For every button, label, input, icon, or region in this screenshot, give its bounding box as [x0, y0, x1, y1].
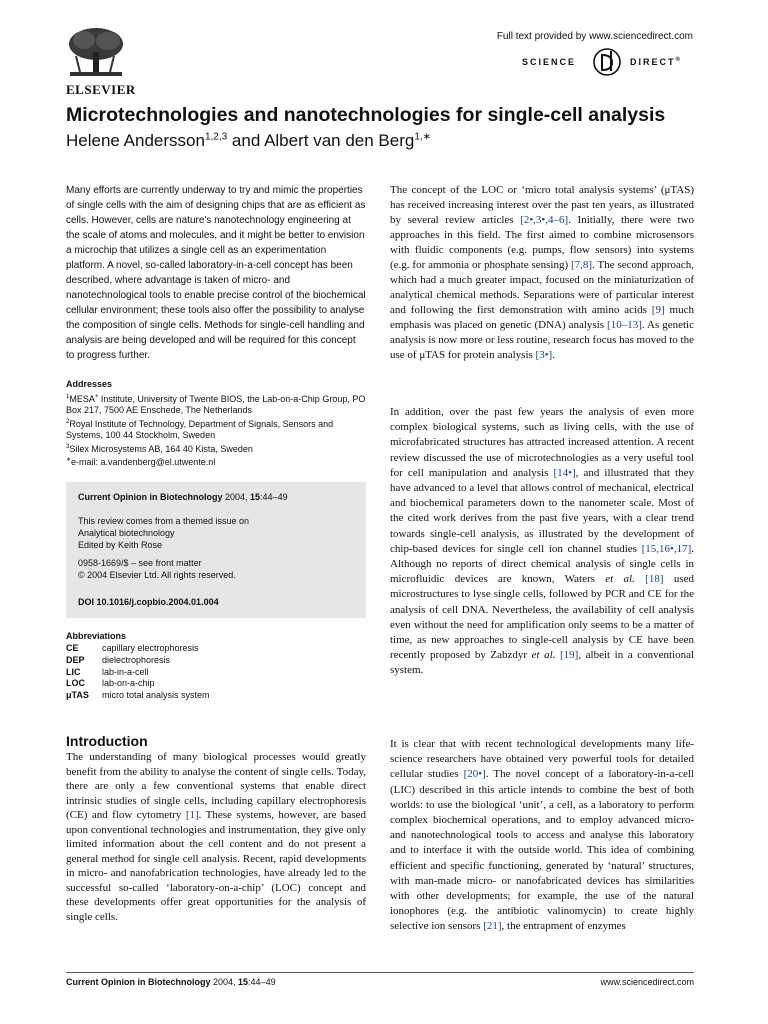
body-text: used microstructures to lyse single cells, followed by PCR and CE for the analysis of cell DNA. Nevertheless, the availability of cell analysis even without the need for amplification only seems to be a matter of time, as new approaches to single-cell analysis by CE have been recently proposed by Zabzdyr [390, 573, 695, 662]
body-text: . [552, 349, 555, 361]
address-marker: 3 [66, 443, 70, 450]
body-text: The understanding of many biological processes would greatly benefit from the ability to analyse the content of single cells. Today, there are only a few conventional systems that enable direct intrinsic studies of single cells, including capillary electrophoresis (CE) and flow cytometry [66, 751, 366, 821]
addresses-heading: Addresses [66, 379, 113, 389]
body-text: . The second approach, which had a much greater impact, focused on the miniaturization of analytical chemical methods. Separations were of particular interest and following the first demonstration with amino acids [390, 259, 694, 316]
journal-year: 2004, [222, 492, 251, 502]
themed-line: Analytical biotechnology [78, 528, 175, 538]
journal-volume: 15 [250, 492, 261, 502]
citation-link[interactable]: [18] [634, 573, 664, 586]
abbreviation-row [66, 667, 366, 679]
publisher-name: ELSEVIER [66, 82, 136, 97]
journal-citation [78, 492, 288, 502]
sciencedirect-logo[interactable] [522, 47, 697, 77]
themed-line: Edited by Keith Rose [78, 540, 163, 550]
footer-url[interactable]: www.sciencedirect.com [600, 977, 694, 987]
article-info-box [66, 482, 366, 618]
footer-journal: Current Opinion in Biotechnology [66, 977, 211, 987]
introduction-heading: Introduction [66, 733, 148, 749]
themed-issue-note [78, 515, 249, 551]
body-text: , albeit in a conventional system. [390, 649, 695, 677]
doi[interactable]: DOI 10.1016/j.copbio.2004.01.004 [78, 597, 219, 607]
abbreviation-value: micro total analysis system [102, 690, 210, 701]
elsevier-tree-logo [66, 26, 126, 78]
sciencedirect-d-icon [590, 47, 624, 77]
footer-pages: :44–49 [248, 977, 276, 987]
author-1-affiliation: 1,2,3 [204, 131, 228, 143]
body-text: . As genetic analysis is now more or less routine, research focus has moved to the use of μTAS for protein analysis [390, 319, 694, 361]
abbreviation-row [66, 643, 366, 655]
et-al: et al. [531, 649, 556, 662]
body-text: much emphasis was placed on genetic (DNA) analysis [390, 304, 694, 331]
citation-link[interactable]: [14•] [553, 466, 576, 479]
issn-line: 0958-1669/$ – see front matter [78, 558, 202, 568]
body-text: , and illustrated that they have advanced to a level that allows control of mechanical, electrical and biochemical parameters down to the nanometer scale. Most of the cited work derives from the past five years, with a clear trend towards single-cell analysis, as illustrated by the development of chip-based devices for single cell ion channel studies [390, 466, 694, 555]
body-text: It is clear that with recent technological developments many life-science researchers have obtained very powerful tools for detailed cellular studies [390, 738, 694, 781]
introduction-paragraph [66, 750, 366, 924]
address-text: Royal Institute of Technology, Department of Signals, Sensors and Systems, 100 44 Stockholm, Sweden [66, 418, 334, 441]
body-text: . The novel concept of a laboratory-in-a-cell (LIC) described in this article intends to combine the best of both worlds: to use the biological ‘unit’, a cell, as a laboratory to perform complex biochemical operations, and to employ advanced micro- and nanotechnological tools to access and analyse this laboratory and to interface it with the outside world. This idea of combining efficient and specific functioning, generated by ‘natural’ structures, with man-made micro- or nanofabricated devices has similarities with other developments; for example, the use of the natural ionophores (e.g. the antibiotic valinomycin) to create highly selective ion sensors [390, 768, 694, 933]
body-text: . Initially, there were two approaches in this field. The first aimed to combine microsensors with fluidic components (e.g. pumps, flow sensors) into systems (e.g. for ammonia or phosphate sensing) [390, 214, 694, 271]
footer-citation [66, 977, 276, 987]
abbreviations-heading: Abbreviations [66, 631, 127, 641]
body-text: The concept of the LOC or ‘micro total analysis systems’ (μTAS) has received increasing interest over the past ten years, as illustrated by several review articles [390, 184, 694, 226]
body-text: In addition, over the past few years the analysis of even more complex biological systems, such as living cells, with the use of microfabricated structures has attracted increased attention. A recent review discussed the use of microtechnologies as a very useful tool for cell manipulation and analysis [390, 406, 694, 479]
author-conjunction: and [227, 131, 265, 150]
footer-divider [66, 972, 694, 973]
abbreviation-value: capillary electrophoresis [102, 643, 199, 653]
journal-name: Current Opinion in Biotechnology [78, 492, 223, 502]
copyright-line: © 2004 Elsevier Ltd. All rights reserved. [78, 570, 236, 580]
sd-registered-mark: ® [675, 57, 682, 63]
address-text: Silex Microsystems AB, 164 40 Kista, Sweden [69, 443, 253, 454]
email-line[interactable] [66, 455, 366, 468]
email-text[interactable]: e-mail: a.vandenberg@el.utwente.nl [71, 457, 216, 468]
addresses-list [66, 392, 366, 468]
author-1: Helene Andersson [66, 131, 205, 150]
address-marker: ∗ [66, 457, 72, 464]
abbreviation-row [66, 655, 366, 667]
body-paragraph-1 [390, 183, 694, 363]
address-marker: + [94, 394, 99, 400]
author-2: Albert van den Berg [264, 131, 415, 150]
sd-logo-right-text [630, 57, 682, 67]
body-text: . These systems, however, are based upon conventional technologies and instrumentation, they give only limited information about the cell content and do not present a general method for single cell analysis. Recent, rapid developments in micro- and nanofabrication technologies, have already led to the successful so-called ‘laboratory-on-a-chip’ (LOC) concept and these developments offer great opportunities for the analysis of single cells. [66, 809, 366, 923]
journal-pages: :44–49 [260, 492, 288, 502]
citation-link[interactable]: [20•] [463, 768, 486, 781]
citation-link[interactable]: [1] [185, 809, 199, 821]
address-marker: 2 [66, 418, 70, 425]
citation-link[interactable]: [21] [483, 920, 502, 933]
abbreviation-value: dielectrophoresis [102, 654, 171, 665]
article-authors [66, 131, 431, 151]
author-2-affiliation: 1,∗ [414, 131, 432, 143]
fulltext-link[interactable]: Full text provided by www.sciencedirect.com [496, 31, 693, 42]
address-item [66, 417, 366, 442]
citation-link[interactable]: [10–13] [607, 319, 642, 331]
et-al: et al. [605, 573, 635, 586]
citation-link[interactable]: [9] [651, 304, 665, 316]
address-text: Institute, University of Twente BIOS, the Lab-on-a-Chip Group, PO Box 217, 7500 AE Enschede, The Netherlands [66, 394, 366, 416]
body-text: . Although no reports of direct chemical analysis of single cells in microfluidic devices are known, Waters [390, 542, 694, 586]
footer-volume: 15 [238, 977, 249, 987]
abbreviation-key: LOC [66, 678, 85, 689]
sd-right-word: DIRECT [630, 57, 676, 67]
citation-link[interactable]: [15,16•,17] [641, 542, 692, 555]
abstract: Many efforts are currently underway to try and mimic the properties of single cells with the aim of designing chips that are as efficient as cells. However, cells are nature's nanotechnology engineering at the scale of atoms and molecules, and it might be better to envision a microchip that utilizes a single cell as an experimentation platform. A novel, so-called laboratory-in-a-cell concept has been described, where advantage is taken of micro- and nanotechnological tools to enable precise control of the biochemical cellular environment; these tools also offer the possibility to analyse the composition of single cells. Methods for single-cell handling and analysis are being developed and will be required for this concept to progress further. [66, 185, 366, 361]
address-item [66, 392, 366, 417]
address-text: MESA [69, 394, 95, 404]
abbreviations-list [66, 643, 366, 702]
address-item [66, 442, 366, 455]
issn-copyright [78, 557, 236, 581]
body-paragraph-3 [390, 737, 694, 935]
citation-link[interactable]: [3•] [535, 349, 553, 361]
abbreviation-key: LIC [66, 666, 81, 677]
body-paragraph-2 [390, 405, 694, 679]
citation-link[interactable]: [2•,3•,4–6] [520, 214, 569, 226]
article-title: Microtechnologies and nanotechnologies for single-cell analysis [66, 104, 666, 126]
abbreviation-key: DEP [66, 654, 85, 665]
themed-line: This review comes from a themed issue on [78, 516, 250, 526]
abbreviation-row [66, 678, 366, 690]
abbreviation-key: μTAS [66, 690, 89, 701]
body-text: , the entrapment of enzymes [501, 920, 626, 933]
sd-logo-left-text: SCIENCE [522, 57, 577, 67]
abbreviation-row [66, 690, 366, 702]
address-marker: 1 [66, 394, 70, 400]
abbreviation-value: lab-on-a-chip [102, 678, 155, 689]
citation-link[interactable]: [19] [555, 649, 579, 662]
footer-year: 2004, [210, 977, 239, 987]
abbreviation-value: lab-in-a-cell [102, 666, 149, 677]
abbreviation-key: CE [66, 643, 79, 653]
citation-link[interactable]: [7,8] [571, 259, 593, 271]
